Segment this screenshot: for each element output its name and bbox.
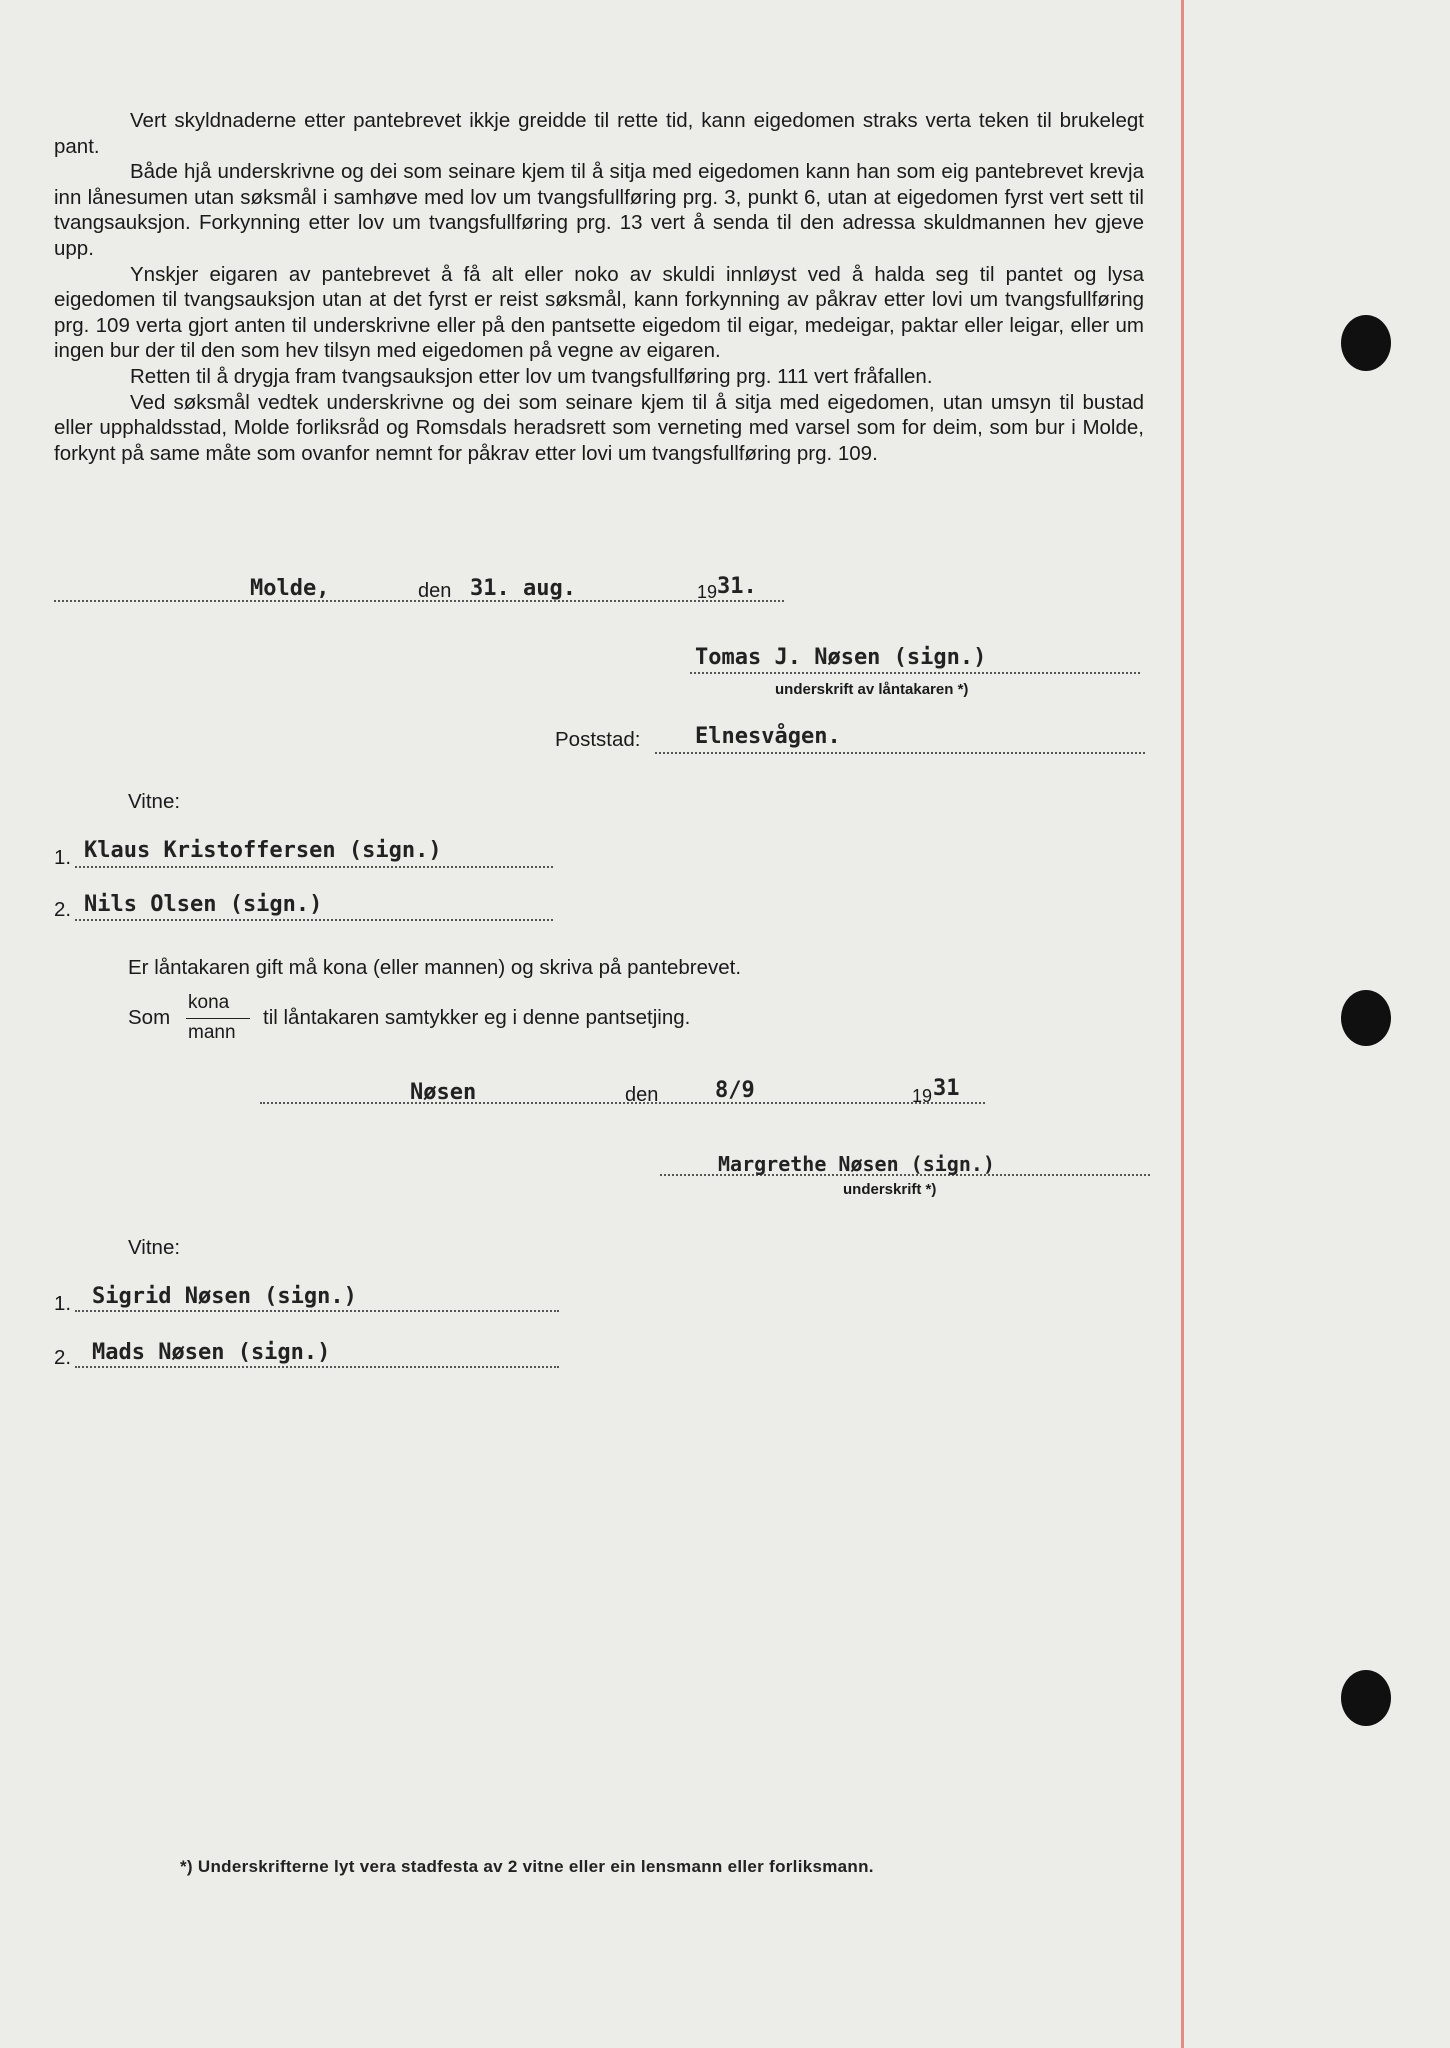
witness-line xyxy=(75,919,553,921)
witness-number: 2. xyxy=(54,1346,72,1369)
date-line xyxy=(260,1102,985,1104)
year-prefix: 19 xyxy=(697,582,718,602)
witness-number: 1. xyxy=(54,846,72,869)
fraction-top: kona xyxy=(188,992,230,1013)
paragraph: Ynskjer eigaren av pantebrevet å få alt eller noko av skuldi innløyst ved å halda seg til pantet og lysa eigedomen til tvangsauksjon utan at det fyrst er reist søksmål, kann forkynning av påkrav etter lovi um tvangsfullføring prg. 109 verta gjort anten til underskrivne eller på den pantsette eigedom til eigar, medeigar, paktar eller leigar, eller um ingen bur der til den som hev tilsyn med eigedomen på vegne av eigaren. xyxy=(54,262,1144,363)
margin-line xyxy=(1181,0,1184,2048)
year-suffix: 31 xyxy=(933,1076,960,1101)
witness-name: Sigrid Nøsen (sign.) xyxy=(92,1284,357,1309)
som-label: Som xyxy=(128,1006,171,1029)
paragraph: Vert skyldnaderne etter pantebrevet ikkje greidde til rette tid, kann eigedomen straks verta teken til brukelegt pant. xyxy=(54,109,1144,158)
witnesses-label: Vitne: xyxy=(128,1236,181,1259)
signature-caption: underskrift *) xyxy=(843,1181,937,1198)
punch-hole xyxy=(1341,315,1391,371)
terms-text xyxy=(54,108,1144,466)
witness-line xyxy=(75,866,553,868)
year-suffix: 31. xyxy=(717,574,757,599)
witness-number: 1. xyxy=(54,1292,72,1315)
fraction-bottom: mann xyxy=(188,1022,236,1043)
borrower-signature: Tomas J. Nøsen (sign.) xyxy=(695,645,987,670)
spouse-place: Nøsen xyxy=(410,1080,477,1105)
consent-text: til låntakaren samtykker eg i denne pantsetjing. xyxy=(263,1006,691,1029)
witness-name: Mads Nøsen (sign.) xyxy=(92,1340,331,1365)
witness-name: Nils Olsen (sign.) xyxy=(84,892,323,917)
paragraph: Retten til å drygja fram tvangsauksjon etter lov um tvangsfullføring prg. 111 vert fråfallen. xyxy=(130,364,933,388)
witness-line xyxy=(75,1366,559,1368)
borrower-place: Molde, xyxy=(250,576,330,601)
signature-caption: underskrift av låntakaren *) xyxy=(775,681,969,698)
witness-number: 2. xyxy=(54,898,72,921)
spouse-date: 8/9 xyxy=(715,1078,755,1103)
year-prefix: 19 xyxy=(912,1086,933,1106)
poststad-label: Poststad: xyxy=(555,728,641,751)
paragraph: Ved søksmål vedtek underskrivne og dei som seinare kjem til å sitja med eigedomen, utan umsyn til bustad eller upphaldsstad, Molde forliksråd og Romsdals heradsrett som verneting med varsel som for deim, som bur i Molde, forkynt på same måte som ovanfor nemnt for påkrav etter lovi um tvangsfullføring prg. 109. xyxy=(54,390,1144,465)
den-label: den xyxy=(418,580,452,602)
spouse-signature: Margrethe Nøsen (sign.) xyxy=(718,1152,995,1176)
poststad-value: Elnesvågen. xyxy=(695,724,841,749)
den-label: den xyxy=(625,1084,659,1106)
poststad-line xyxy=(655,752,1145,754)
witnesses-label: Vitne: xyxy=(128,790,181,813)
punch-hole xyxy=(1341,1670,1391,1726)
witness-line xyxy=(75,1310,559,1312)
signature-line xyxy=(690,672,1140,674)
borrower-date: 31. aug. xyxy=(470,576,576,601)
paragraph: Både hjå underskrivne og dei som seinare kjem til å sitja med eigedomen kann han som eig pantebrevet krevja inn lånesumen utan søksmål i samhøve med lov um tvangsfullføring prg. 3, punkt 6, utan at eigedomen fyrst vert sett til tvangsauksjon. Forkynning etter lov um tvangsfullføring prg. 13 vert å senda til den adressa skuldmannen hev gjeve upp. xyxy=(54,160,1144,260)
witness-name: Klaus Kristoffersen (sign.) xyxy=(84,838,442,863)
fraction-bar xyxy=(186,1018,250,1019)
footnote: *) Underskrifterne lyt vera stadfesta av 2 vitne eller ein lensmann eller forliksmann. xyxy=(180,1857,874,1876)
spouse-intro: Er låntakaren gift må kona (eller mannen) og skriva på pantebrevet. xyxy=(128,956,742,979)
punch-hole xyxy=(1341,990,1391,1046)
